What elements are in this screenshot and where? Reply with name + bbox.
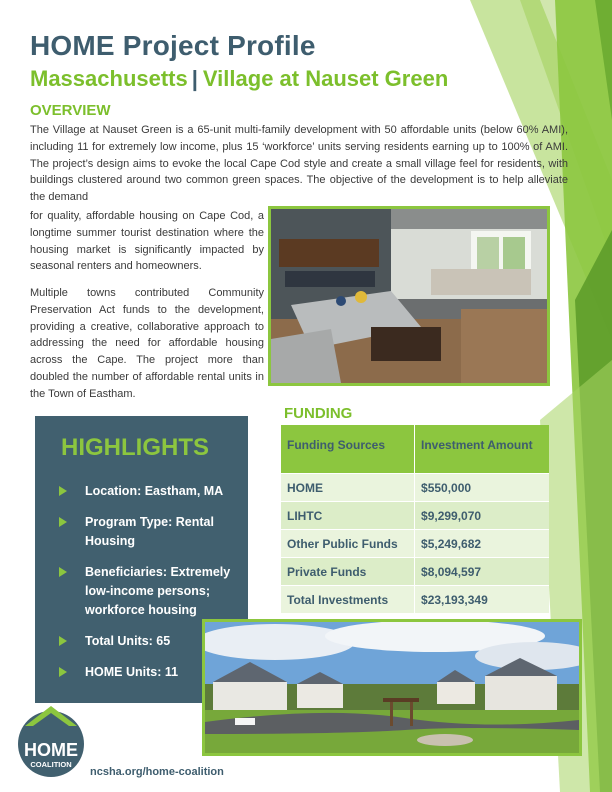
investment-amount: $9,299,070 [415, 502, 549, 530]
triangle-bullet-icon [59, 486, 67, 496]
funding-source: LIHTC [281, 502, 415, 530]
overview-heading: OVERVIEW [30, 102, 111, 119]
home-coalition-logo [17, 700, 85, 780]
triangle-bullet-icon [59, 636, 67, 646]
exterior-photo-illustration [205, 622, 579, 753]
logo-line-2: COALITION [30, 760, 72, 769]
funding-source: Other Public Funds [281, 530, 415, 558]
funding-source: Private Funds [281, 558, 415, 586]
project-subtitle [30, 66, 448, 92]
investment-amount: $23,193,349 [415, 586, 549, 614]
subtitle-separator: | [191, 66, 198, 91]
funding-source: Total Investments [281, 586, 415, 614]
column-header: Funding Sources [281, 425, 415, 474]
overview-paragraph-1-narrow: for quality, affordable housing on Cape Cod, a longtime summer tourist destination where the housing market is significantly impacted by seasonal renters and homeowners. [30, 210, 264, 273]
highlight-text: Program Type: Rental Housing [85, 515, 214, 548]
table-row [281, 586, 549, 614]
triangle-bullet-icon [59, 667, 67, 677]
overview-paragraph-1-wide: The Village at Nauset Green is a 65-unit multi-family development with 50 affordable units (below 60% AMI), including 11 for extremely low income, plus 15 ‘workforce’ units serving residents earning up to 100% of AMI. The project’s design aims to evoke the local Cape Cod style and create a small village feel for residents, with buildings clustered around two common green spaces. The objective of the development is to help alleviate the demand [30, 124, 568, 204]
investment-amount: $5,249,682 [415, 530, 549, 558]
highlight-text: Location: Eastham, MA [85, 484, 224, 498]
investment-amount: $8,094,597 [415, 558, 549, 586]
funding-source: HOME [281, 474, 415, 502]
logo-line-1: HOME [24, 740, 78, 760]
page-title: HOME Project Profile [30, 30, 316, 61]
highlight-text: HOME Units: 11 [85, 665, 179, 679]
project-name: Village at Nauset Green [202, 66, 449, 91]
state-name: Massachusetts [30, 66, 188, 91]
triangle-bullet-icon [59, 567, 67, 577]
website-link[interactable]: ncsha.org/home-coalition [90, 766, 224, 778]
exterior-photo [202, 619, 582, 756]
table-row [281, 558, 549, 586]
column-header: Investment Amount [415, 425, 549, 474]
highlights-heading: HIGHLIGHTS [61, 434, 209, 461]
highlight-program-type [59, 513, 239, 551]
highlight-location [59, 482, 239, 501]
funding-header-row [281, 425, 549, 474]
funding-heading: FUNDING [284, 405, 353, 422]
highlight-text: Beneficiaries: Extremely low-income persons; workforce housing [85, 565, 231, 617]
investment-amount: $550,000 [415, 474, 549, 502]
triangle-bullet-icon [59, 517, 67, 527]
interior-photo [268, 206, 550, 386]
table-row [281, 502, 549, 530]
interior-photo-illustration [271, 209, 547, 383]
table-row [281, 474, 549, 502]
highlight-beneficiaries [59, 563, 239, 620]
overview-paragraph-2: Multiple towns contributed Community Preservation Act funds to the development, providing a creative, collaborative approach to addressing the need for affordable housing across the Cape. The project more than doubled the number of affordable rental units in the Town of Eastham. [30, 287, 264, 400]
table-row [281, 530, 549, 558]
funding-table [281, 425, 549, 613]
highlight-text: Total Units: 65 [85, 634, 171, 648]
